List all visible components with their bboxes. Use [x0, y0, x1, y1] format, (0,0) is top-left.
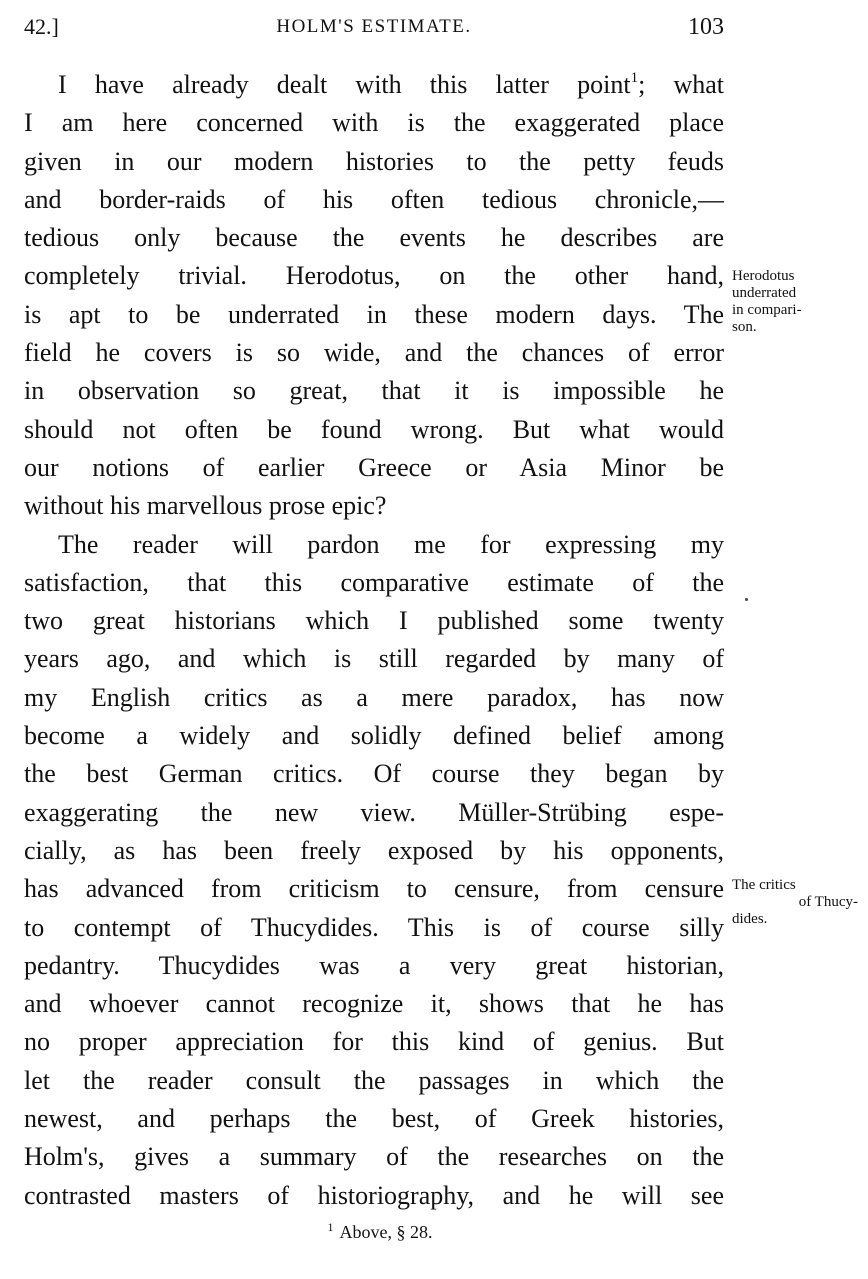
body-line: has advanced from criticism to censure, from censure — [24, 874, 724, 904]
sidenote-thucydides — [732, 877, 866, 928]
body-line: no proper appreciation for this kind of genius. But — [24, 1027, 724, 1057]
footnote-text: Above, § 28. — [339, 1222, 433, 1242]
body-line: completely trivial. Herodotus, on the other hand, — [24, 261, 724, 291]
sidenote-line: underrated — [732, 285, 797, 301]
body-line: satisfaction, that this comparative estimate of the — [24, 567, 724, 597]
body-line: The reader will pardon me for expressing my — [58, 529, 724, 559]
body-line: given in our modern histories to the petty feuds — [24, 146, 724, 176]
body-line: my English critics as a mere paradox, has now — [24, 682, 724, 712]
body-line: Holm's, gives a summary of the researches on the — [24, 1142, 724, 1172]
sidenote-line: Herodotus — [732, 268, 795, 284]
body-line: let the reader consult the passages in which the — [24, 1065, 724, 1095]
body-line: become a widely and solidly defined belief among — [24, 721, 724, 751]
body-line: pedantry. Thucydides was a very great historian, — [24, 950, 724, 980]
footnote-reference: 1 — [630, 70, 639, 86]
body-text — [24, 66, 724, 1215]
print-speck — [745, 598, 748, 601]
body-line: exaggerating the new view. Müller-Strübing espe- — [24, 797, 724, 827]
body-line: two great historians which I published some twenty — [24, 606, 724, 636]
footnote — [0, 1222, 760, 1243]
body-line: our notions of earlier Greece or Asia Minor be — [24, 452, 724, 482]
sidenote-line: in compari- — [732, 302, 802, 318]
body-line: tedious only because the events he describes are — [24, 223, 724, 253]
running-title: HOLM'S ESTIMATE. — [276, 16, 472, 37]
body-line: years ago, and which is still regarded by many of — [24, 644, 724, 674]
sidenote-line: son. — [732, 319, 757, 335]
running-head — [24, 14, 724, 48]
body-line: and whoever cannot recognize it, shows that he has — [24, 989, 724, 1019]
body-line: contrasted masters of historiography, and he will see — [24, 1180, 724, 1210]
body-line: and border-raids of his often tedious chronicle,— — [24, 184, 724, 214]
sidenote-line: The critics — [732, 877, 796, 893]
line-text: ; what — [638, 70, 724, 99]
body-line: to contempt of Thucydides. This is of course silly — [24, 912, 724, 942]
page-number: 103 — [688, 14, 724, 40]
body-line: I am here concerned with is the exaggerated place — [24, 108, 724, 138]
sidenote-line: of Thucy- — [798, 894, 858, 910]
body-line — [24, 66, 724, 104]
line-text: I have already dealt with this latter point — [58, 70, 631, 99]
body-line: should not often be found wrong. But what would — [24, 414, 724, 444]
body-line: in observation so great, that it is impossible he — [24, 376, 724, 406]
body-line: is apt to be underrated in these modern days. The — [24, 299, 724, 329]
sidenote-herodotus — [732, 268, 866, 336]
body-line: the best German critics. Of course they began by — [24, 759, 724, 789]
footnote-marker: 1 — [327, 1220, 334, 1234]
body-line: newest, and perhaps the best, of Greek histories, — [24, 1104, 724, 1134]
body-line: cially, as has been freely exposed by his opponents, — [24, 835, 724, 865]
sidenote-line: dides. — [732, 911, 768, 927]
body-line: field he covers is so wide, and the chances of error — [24, 338, 724, 368]
body-line: without his marvellous prose epic? — [24, 491, 387, 521]
section-number: 42.] — [24, 14, 59, 39]
